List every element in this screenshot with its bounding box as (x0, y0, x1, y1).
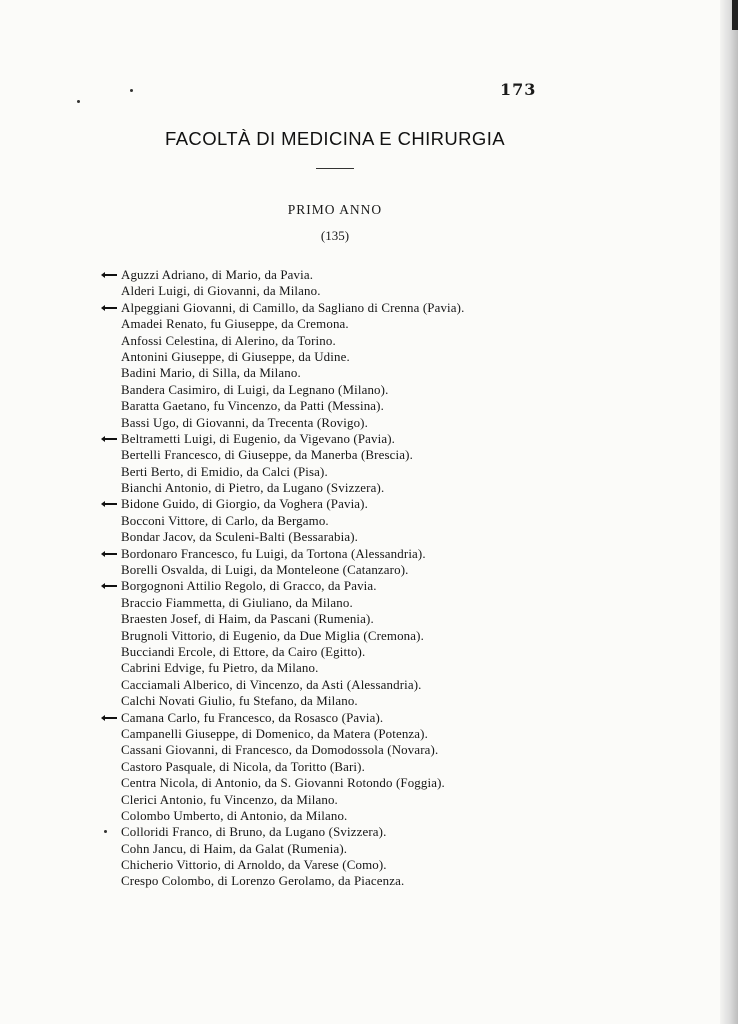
student-entry (121, 562, 681, 578)
student-entry (121, 759, 681, 775)
student-text: Borelli Osvalda, di Luigi, da Monteleone (Catanzaro). (121, 563, 409, 578)
ink-speck (77, 100, 80, 103)
student-entry (121, 283, 681, 299)
student-text: Beltrametti Luigi, di Eugenio, da Vigevano (Pavia). (121, 431, 396, 446)
student-entry (121, 710, 681, 726)
student-text: Bordonaro Francesco, fu Luigi, da Tortona (Alessandria). (121, 546, 426, 561)
student-entry (121, 693, 681, 709)
pen-mark-icon (103, 553, 117, 555)
student-entry (121, 316, 681, 332)
student-entry (121, 529, 681, 545)
student-entry (121, 792, 681, 808)
student-text: Braccio Fiammetta, di Giuliano, da Milano. (121, 595, 353, 610)
student-text: Anfossi Celestina, di Alerino, da Torino. (121, 333, 336, 348)
student-entry (121, 300, 681, 316)
student-text: Chicherio Vittorio, di Arnoldo, da Varese (Como). (121, 858, 387, 873)
student-text: Campanelli Giuseppe, di Domenico, da Matera (Potenza). (121, 726, 428, 741)
student-entry (121, 480, 681, 496)
pen-mark-icon (103, 307, 117, 309)
ink-speck (104, 830, 107, 833)
student-entry (121, 726, 681, 742)
student-entry (121, 398, 681, 414)
student-text: Crespo Colombo, di Lorenzo Gerolamo, da Piacenza. (121, 874, 405, 889)
student-entry (121, 415, 681, 431)
student-text: Cabrini Edvige, fu Pietro, da Milano. (121, 661, 319, 676)
student-text: Cohn Jancu, di Haim, da Galat (Rumenia). (121, 841, 348, 856)
student-entry (121, 431, 681, 447)
student-text: Bucciandi Ercole, di Ettore, da Cairo (Egitto). (121, 644, 366, 659)
ink-speck (130, 89, 133, 92)
student-entry (121, 513, 681, 529)
student-text: Centra Nicola, di Antonio, da S. Giovanni Rotondo (Foggia). (121, 776, 445, 791)
student-entry (121, 464, 681, 480)
student-entry (121, 628, 681, 644)
student-list (121, 267, 681, 890)
student-text: Colombo Umberto, di Antonio, da Milano. (121, 808, 348, 823)
student-entry (121, 578, 681, 594)
student-entry (121, 775, 681, 791)
student-entry (121, 808, 681, 824)
student-text: Baratta Gaetano, fu Vincenzo, da Patti (Messina). (121, 399, 384, 414)
student-text: Alpeggiani Giovanni, di Camillo, da Sagliano di Crenna (Pavia). (121, 300, 465, 315)
student-text: Bassi Ugo, di Giovanni, da Trecenta (Rovigo). (121, 415, 368, 430)
year-heading: PRIMO ANNO (287, 202, 383, 217)
student-entry (121, 447, 681, 463)
student-text: Borgognoni Attilio Regolo, di Gracco, da Pavia. (121, 579, 377, 594)
student-entry (121, 660, 681, 676)
student-text: Bertelli Francesco, di Giuseppe, da Manerba (Brescia). (121, 448, 413, 463)
student-entry (121, 644, 681, 660)
student-text: Bondar Jacov, da Sculeni-Balti (Bessarabia). (121, 530, 359, 545)
student-entry (121, 365, 681, 381)
page-corner-shadow (732, 0, 738, 30)
student-text: Cacciamali Alberico, di Vincenzo, da Asti (Alessandria). (121, 677, 422, 692)
student-text: Clerici Antonio, fu Vincenzo, da Milano. (121, 792, 338, 807)
student-text: Bandera Casimiro, di Luigi, da Legnano (Milano). (121, 382, 389, 397)
pen-mark-icon (103, 585, 117, 587)
student-entry (121, 349, 681, 365)
student-text: Cassani Giovanni, di Francesco, da Domodossola (Novara). (121, 743, 439, 758)
student-entry (121, 841, 681, 857)
student-text: Badini Mario, di Silla, da Milano. (121, 366, 301, 381)
student-entry (121, 267, 681, 283)
student-text: Alderi Luigi, di Giovanni, da Milano. (121, 284, 321, 299)
student-entry (121, 546, 681, 562)
student-text: Brugnoli Vittorio, di Eugenio, da Due Miglia (Cremona). (121, 628, 424, 643)
faculty-title: FACOLTÀ DI MEDICINA E CHIRURGIA (165, 128, 505, 149)
pen-mark-icon (103, 503, 117, 505)
student-text: Castoro Pasquale, di Nicola, da Toritto (Bari). (121, 759, 365, 774)
student-text: Antonini Giuseppe, di Giuseppe, da Udine. (121, 349, 350, 364)
student-text: Colloridi Franco, di Bruno, da Lugano (Svizzera). (121, 825, 387, 840)
student-text: Aguzzi Adriano, di Mario, da Pavia. (121, 268, 314, 282)
page-number: 173 (500, 80, 537, 99)
student-text: Camana Carlo, fu Francesco, da Rosasco (Pavia). (121, 710, 384, 725)
student-entry (121, 824, 681, 840)
student-text: Bocconi Vittore, di Carlo, da Bergamo. (121, 513, 329, 528)
student-text: Calchi Novati Giulio, fu Stefano, da Milano. (121, 694, 358, 709)
student-entry (121, 595, 681, 611)
title-divider (316, 168, 354, 169)
pen-mark-icon (103, 717, 117, 719)
page-edge-shadow (720, 0, 738, 1024)
student-count: (135) (320, 228, 350, 243)
student-text: Bianchi Antonio, di Pietro, da Lugano (Svizzera). (121, 481, 385, 496)
student-text: Braesten Josef, di Haim, da Pascani (Rumenia). (121, 612, 374, 627)
student-text: Berti Berto, di Emidio, da Calci (Pisa). (121, 464, 328, 479)
student-entry (121, 382, 681, 398)
student-entry (121, 857, 681, 873)
student-entry (121, 677, 681, 693)
student-entry (121, 333, 681, 349)
pen-mark-icon (103, 438, 117, 440)
student-entry (121, 496, 681, 512)
student-entry (121, 742, 681, 758)
student-entry (121, 873, 681, 889)
student-text: Amadei Renato, fu Giuseppe, da Cremona. (121, 317, 349, 332)
pen-mark-icon (103, 274, 117, 276)
student-text: Bidone Guido, di Giorgio, da Voghera (Pavia). (121, 497, 368, 512)
student-entry (121, 611, 681, 627)
